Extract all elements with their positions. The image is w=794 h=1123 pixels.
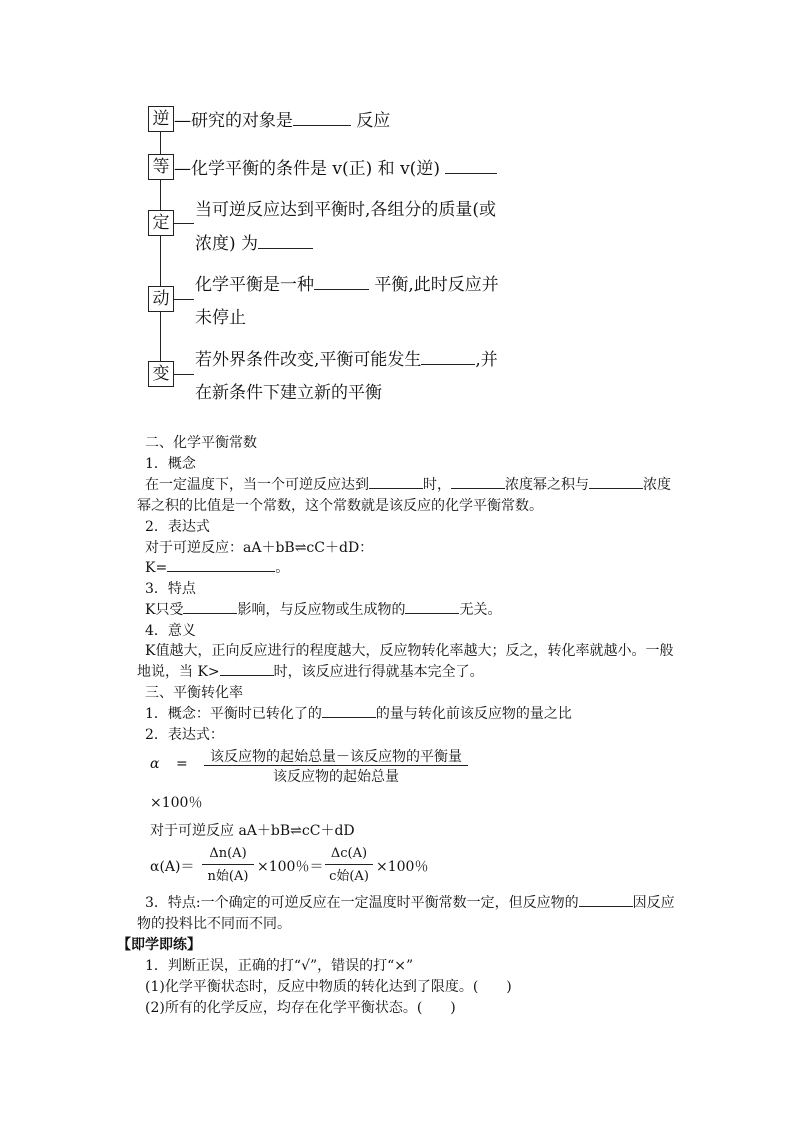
alpha-symbol: α xyxy=(150,756,160,772)
diagram-line-2: —化学平衡的条件是 v(正) 和 v(逆) xyxy=(174,154,497,179)
diagram-line-5a: 若外界条件改变,平衡可能发生 ,并 xyxy=(195,350,498,370)
diagram-line-4b: 未停止 xyxy=(195,308,246,328)
s2-p2-title: 2．表达式 xyxy=(145,519,210,535)
blank xyxy=(220,661,274,676)
practice-q1: 1．判断正误，正确的打“√”，错误的打“×” xyxy=(145,958,414,974)
blank xyxy=(451,474,505,489)
practice-heading: 【即学即练】 xyxy=(117,937,201,953)
s3-reaction-line: 对于可逆反应 aA＋bB⇌cC＋dD xyxy=(150,823,355,839)
practice-q1-2: (2)所有的化学反应，均存在化学平衡状态。( ) xyxy=(145,1000,456,1016)
times-100: ×100％ xyxy=(150,795,203,811)
formula-frac1-num: Δn(A) xyxy=(209,846,247,861)
s3-c3-line2: 物的投料比不同而不同。 xyxy=(137,916,291,932)
connector xyxy=(174,299,194,300)
fraction-denominator: 该反应物的起始总量 xyxy=(273,769,399,785)
box-char-5: 变 xyxy=(148,361,174,387)
s3-c2: 2．表达式： xyxy=(145,727,224,743)
box-char-4: 动 xyxy=(148,286,174,312)
diagram-line-3b: 浓度) 为 xyxy=(195,229,313,254)
blank xyxy=(369,474,423,489)
blank xyxy=(322,703,376,718)
box-char-2: 等 xyxy=(148,154,174,180)
s2-p1-line2: 幂之积的比值是一个常数，这个常数就是该反应的化学平衡常数。 xyxy=(137,498,543,514)
blank xyxy=(405,599,459,614)
formula-frac2-den: c始(A) xyxy=(329,869,369,884)
s2-p3-line: K只受 影响，与反应物或生成物的 无关。 xyxy=(145,599,501,619)
s2-p1-title: 1．概念 xyxy=(145,456,196,472)
section-3-heading: 三、平衡转化率 xyxy=(145,685,243,701)
s2-p1-line1: 在一定温度下，当一个可逆反应达到 时， 浓度幂之积与 浓度 xyxy=(145,474,671,494)
practice-q1-1: (1)化学平衡状态时，反应中物质的转化达到了限度。( ) xyxy=(145,979,512,995)
s2-p2-line: 对于可逆反应：aA＋bB⇌cC＋dD： xyxy=(145,540,374,556)
formula-lhs: α(A)＝ xyxy=(150,859,195,875)
section-2-heading: 二、化学平衡常数 xyxy=(145,435,257,451)
s2-p2-k: K= 。 xyxy=(145,557,289,577)
s2-p4-line1: K值越大，正向反应进行的程度越大，反应物转化率越大；反之，转化率就越小。一般 xyxy=(145,643,674,659)
diagram-line-3a: 当可逆反应达到平衡时,各组分的质量(或 xyxy=(195,200,497,220)
blank xyxy=(314,275,369,290)
blank xyxy=(445,159,497,174)
connector xyxy=(174,223,194,224)
diagram-line-4a: 化学平衡是一种 平衡,此时反应并 xyxy=(195,275,499,295)
box-char-1: 逆 xyxy=(148,106,174,132)
s3-c3-line1: 3．特点:一个确定的可逆反应在一定温度时平衡常数一定，但反应物的 因反应 xyxy=(145,892,675,912)
s2-p3-title: 3．特点 xyxy=(145,581,196,597)
diagram-line-5b: 在新条件下建立新的平衡 xyxy=(195,383,382,403)
s2-p4-line2: 地说，当 K> 时，该反应进行得就基本完全了。 xyxy=(137,661,484,681)
fraction-numerator: 该反应物的起始总量－该反应物的平衡量 xyxy=(210,749,462,765)
formula-end: ×100％ xyxy=(376,859,429,875)
formula-mid: ×100％＝ xyxy=(257,859,324,875)
equals-sign: = xyxy=(176,756,188,772)
blank xyxy=(589,474,643,489)
blank xyxy=(167,557,275,572)
blank xyxy=(579,892,633,907)
blank xyxy=(421,350,475,365)
box-char-3: 定 xyxy=(148,210,174,236)
blank xyxy=(293,111,351,126)
formula-frac1-den: n始(A) xyxy=(207,869,249,884)
formula-frac2-num: Δc(A) xyxy=(330,846,368,861)
diagram-line-1: —研究的对象是 反应 xyxy=(174,111,391,131)
connector xyxy=(174,374,194,375)
s3-c1: 1．概念：平衡时已转化了的 的量与转化前该反应物的量之比 xyxy=(145,703,572,723)
blank xyxy=(258,234,313,249)
blank xyxy=(183,599,237,614)
s2-p4-title: 4．意义 xyxy=(145,623,196,639)
